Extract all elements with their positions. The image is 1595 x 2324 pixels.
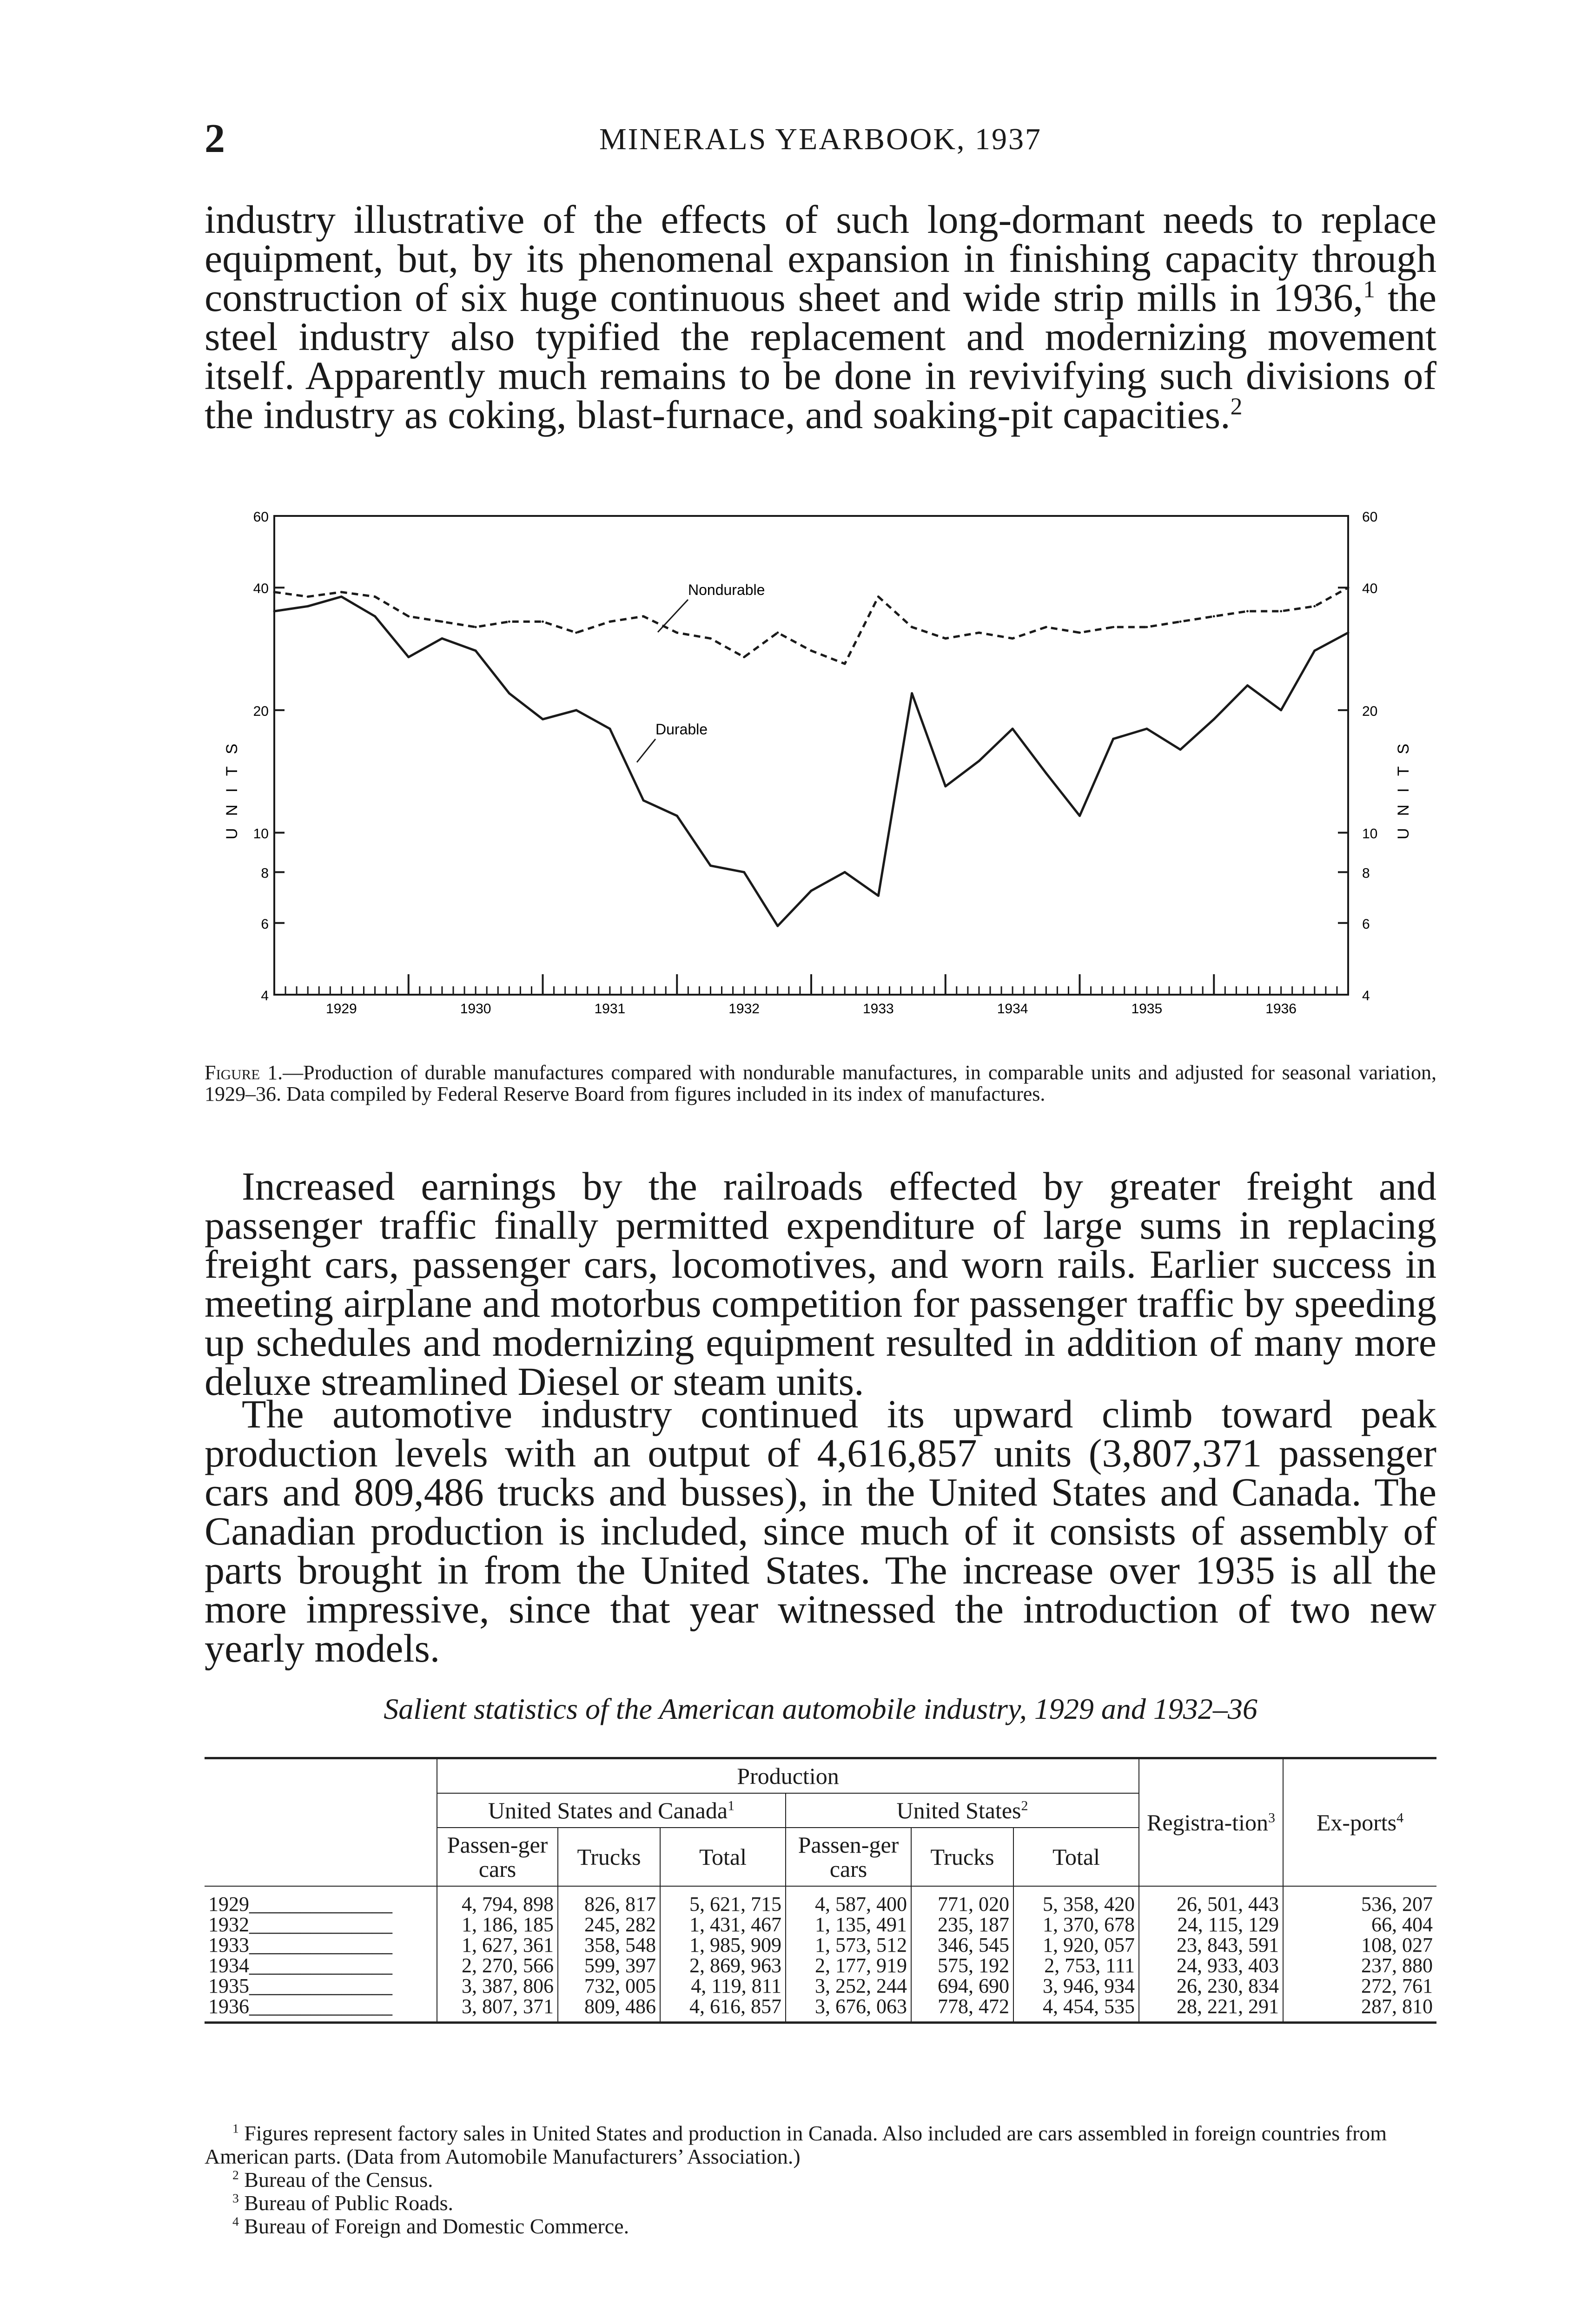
data-point-nondurable xyxy=(810,649,813,652)
exports-header: Ex-ports$^4$ xyxy=(1283,1758,1436,1887)
cell-exports: 287, 810 xyxy=(1283,1996,1436,2023)
figure-caption xyxy=(205,1062,1436,1105)
cell-us-total: 4, 454, 535 xyxy=(1013,1996,1139,2023)
figure-caption-label: Figure 1. xyxy=(205,1061,283,1084)
cell-uc-total: 1, 431, 467 xyxy=(660,1915,786,1935)
data-point-nondurable xyxy=(441,621,443,623)
cell-exports: 536, 207 xyxy=(1283,1886,1436,1915)
data-point-durable xyxy=(1246,684,1249,687)
row-year: 1935______________ xyxy=(205,1976,437,1996)
data-point-durable xyxy=(273,610,276,613)
data-point-durable xyxy=(978,760,980,762)
cell-uc-total: 5, 621, 715 xyxy=(660,1886,786,1915)
cell-us-trucks: 694, 690 xyxy=(911,1976,1013,1996)
cell-us-pass: 2, 177, 919 xyxy=(786,1955,911,1976)
footnote-ref[interactable]: 2 xyxy=(1021,1798,1028,1814)
y-tick-label-left: 20 xyxy=(253,703,269,719)
cell-uc-pass: 3, 387, 806 xyxy=(437,1976,558,1996)
us-header: United States$^2$ xyxy=(786,1793,1139,1828)
data-point-durable xyxy=(676,815,678,817)
col-header-passenger: Passen-ger cars xyxy=(786,1828,911,1886)
data-point-durable xyxy=(407,656,410,658)
x-tick-label: 1932 xyxy=(728,1001,760,1017)
cell-exports: 108, 027 xyxy=(1283,1935,1436,1955)
x-tick-label: 1930 xyxy=(460,1001,491,1017)
cell-uc-trucks: 358, 548 xyxy=(558,1935,660,1955)
annotation-durable-pointer xyxy=(637,739,655,762)
figure-1-chart xyxy=(205,497,1436,1050)
cell-registration: 26, 230, 834 xyxy=(1139,1976,1283,1996)
y-tick-label-right: 10 xyxy=(1362,826,1378,842)
body-paragraph: The automotive industry continued its upward climb toward peak production levels with an output of 4,616,857 units (3,807,371 passenger cars and 809,486 trucks and busses), in the United States and Canada. The Canadian production is included, since much of it consists of assembly of parts brought in from the United States. The increase over 1935 is all the more impressive, since that year witnessed the introduction of two new yearly models. xyxy=(205,1392,1436,1670)
data-point-nondurable xyxy=(475,626,477,628)
data-point-durable xyxy=(1213,718,1215,720)
cell-us-trucks: 235, 187 xyxy=(911,1915,1013,1935)
running-head: MINERALS YEARBOOK, 1937 xyxy=(599,122,1042,156)
registration-header: Registra-tion$^3$ xyxy=(1139,1758,1283,1887)
page-header xyxy=(205,115,1436,166)
data-point-nondurable xyxy=(743,656,745,658)
data-point-nondurable xyxy=(1179,621,1182,623)
data-point-nondurable xyxy=(307,595,309,598)
data-point-nondurable xyxy=(508,621,510,623)
y-tick-label-right: 8 xyxy=(1362,865,1370,881)
footnote-ref[interactable]: 1 xyxy=(1363,276,1375,303)
table-row xyxy=(205,1915,1436,1935)
cell-exports: 66, 404 xyxy=(1283,1915,1436,1935)
footnote-ref[interactable]: 2 xyxy=(1230,393,1243,420)
cell-uc-pass: 1, 627, 361 xyxy=(437,1935,558,1955)
data-point-durable xyxy=(1280,709,1282,711)
data-point-nondurable xyxy=(1112,626,1114,628)
data-point-nondurable xyxy=(340,591,343,593)
data-point-nondurable xyxy=(1145,626,1148,628)
data-point-durable xyxy=(709,865,712,867)
y-tick-label-left: 4 xyxy=(261,988,269,1004)
series-line-durable xyxy=(274,597,1348,926)
table-row xyxy=(205,1935,1436,1955)
data-point-durable xyxy=(1179,748,1182,751)
cell-us-total: 1, 370, 678 xyxy=(1013,1915,1139,1935)
cell-uc-pass: 4, 794, 898 xyxy=(437,1886,558,1915)
y-tick-label-right: 40 xyxy=(1362,581,1378,597)
data-point-nondurable xyxy=(273,591,276,593)
table-footnote: $^4$ Bureau of Foreign and Domestic Commerce. xyxy=(232,2214,629,2238)
row-year: 1934______________ xyxy=(205,1955,437,1976)
data-point-nondurable xyxy=(1079,632,1081,634)
col-header-trucks: Trucks xyxy=(911,1828,1013,1886)
x-tick-label: 1934 xyxy=(997,1001,1028,1017)
cell-uc-total: 4, 119, 811 xyxy=(660,1976,786,1996)
cell-us-trucks: 778, 472 xyxy=(911,1996,1013,2023)
data-point-nondurable xyxy=(978,632,980,634)
footnote-ref[interactable]: 1 xyxy=(728,1798,735,1814)
cell-uc-total: 4, 616, 857 xyxy=(660,1996,786,2023)
data-point-nondurable xyxy=(609,621,611,623)
data-point-nondurable xyxy=(709,637,712,640)
annotation-nondurable: Nondurable xyxy=(688,581,765,598)
y-tick-label-left: 40 xyxy=(253,581,269,597)
data-point-nondurable xyxy=(542,621,544,623)
cell-uc-trucks: 732, 005 xyxy=(558,1976,660,1996)
cell-us-trucks: 575, 192 xyxy=(911,1955,1013,1976)
data-point-durable xyxy=(340,595,343,598)
data-point-durable xyxy=(1079,815,1081,817)
table-footnote: $^1$ Figures represent factory sales in United States and production in Canada. Also included are cars assembled in foreign countries from American parts. (Data from Automobile Manufacturers’ Association.) xyxy=(205,2121,1387,2168)
year-header xyxy=(205,1758,437,1887)
data-point-durable xyxy=(844,871,846,873)
cell-uc-trucks: 809, 486 xyxy=(558,1996,660,2023)
data-point-durable xyxy=(542,718,544,720)
y-tick-label-right: 20 xyxy=(1362,703,1378,719)
data-point-nondurable xyxy=(1213,615,1215,618)
y-tick-label-right: 6 xyxy=(1362,916,1370,932)
y-axis-label-left: UNITS xyxy=(223,732,241,839)
data-point-nondurable xyxy=(1347,587,1350,589)
cell-uc-total: 2, 869, 963 xyxy=(660,1955,786,1976)
cell-uc-trucks: 826, 817 xyxy=(558,1886,660,1915)
col-header-total: Total xyxy=(1013,1828,1139,1886)
data-point-durable xyxy=(374,615,376,618)
data-point-durable xyxy=(911,692,913,694)
data-point-durable xyxy=(743,871,745,873)
data-point-nondurable xyxy=(1012,637,1014,640)
data-point-durable xyxy=(776,925,779,927)
y-tick-label-left: 60 xyxy=(253,509,269,525)
data-point-durable xyxy=(475,649,477,652)
data-point-nondurable xyxy=(676,632,678,634)
data-point-nondurable xyxy=(911,626,913,628)
cell-registration: 26, 501, 443 xyxy=(1139,1886,1283,1915)
annotation-durable: Durable xyxy=(655,721,708,738)
cell-us-trucks: 771, 020 xyxy=(911,1886,1013,1915)
intro-paragraph xyxy=(205,197,1436,437)
y-tick-label-right: 4 xyxy=(1362,988,1370,1004)
y-tick-label-left: 6 xyxy=(261,916,269,932)
cell-us-pass: 3, 252, 244 xyxy=(786,1976,911,1996)
cell-exports: 237, 880 xyxy=(1283,1955,1436,1976)
x-tick-label: 1931 xyxy=(594,1001,626,1017)
col-header-passenger: Passen-ger cars xyxy=(437,1828,558,1886)
cell-us-pass: 3, 676, 063 xyxy=(786,1996,911,2023)
table-row xyxy=(205,1886,1436,1915)
cell-us-pass: 1, 573, 512 xyxy=(786,1935,911,1955)
figure-caption-text: —Production of durable manufactures compared with nondurable manufactures, in comparable units and adjusted for seasonal variation, 1929–36. Data compiled by Federal Reserve Board from figures included in its index of manufactures. xyxy=(205,1061,1436,1105)
data-point-durable xyxy=(508,692,510,694)
x-tick-label: 1929 xyxy=(326,1001,357,1017)
row-year: 1936______________ xyxy=(205,1996,437,2023)
annotation-nondurable-pointer xyxy=(658,600,688,632)
cell-us-total: 2, 753, 111 xyxy=(1013,1955,1139,1976)
data-point-durable xyxy=(1045,772,1047,774)
data-point-nondurable xyxy=(407,615,410,618)
cell-registration: 28, 221, 291 xyxy=(1139,1996,1283,2023)
table-row xyxy=(205,1955,1436,1976)
production-header: Production xyxy=(437,1758,1139,1794)
data-point-nondurable xyxy=(642,615,645,618)
table-footnote: $^2$ Bureau of the Census. xyxy=(232,2167,433,2192)
table-title: Salient statistics of the American automobile industry, 1929 and 1932–36 xyxy=(384,1692,1257,1725)
data-point-nondurable xyxy=(877,595,880,598)
y-tick-label-right: 60 xyxy=(1362,509,1378,525)
salient-statistics-table xyxy=(205,1757,1436,2024)
y-tick-label-left: 8 xyxy=(261,865,269,881)
line-chart xyxy=(205,497,1436,1050)
cell-registration: 24, 115, 129 xyxy=(1139,1915,1283,1935)
data-point-durable xyxy=(642,799,645,802)
data-point-durable xyxy=(877,895,880,897)
plot-frame xyxy=(274,516,1348,995)
data-point-durable xyxy=(1145,727,1148,730)
data-point-durable xyxy=(1012,727,1014,730)
footnote-ref[interactable]: 4 xyxy=(1396,1810,1404,1826)
series-line-nondurable xyxy=(274,588,1348,664)
cell-uc-trucks: 599, 397 xyxy=(558,1955,660,1976)
data-point-durable xyxy=(575,709,577,711)
body-paragraph: Increased earnings by the railroads effected by greater freight and passenger traffic finally permitted expenditure of large sums in replacing freight cars, passenger cars, locomotives, and worn rails. Earlier success in meeting airplane and motorbus competition for passenger traffic by speeding up schedules and modernizing equipment resulted in addition of many more deluxe streamlined Diesel or steam units. xyxy=(205,1164,1436,1404)
cell-uc-total: 1, 985, 909 xyxy=(660,1935,786,1955)
table-row xyxy=(205,1996,1436,2023)
data-point-nondurable xyxy=(944,637,946,640)
cell-uc-pass: 2, 270, 566 xyxy=(437,1955,558,1976)
y-axis-label-right: UNITS xyxy=(1395,732,1412,839)
cell-us-total: 3, 946, 934 xyxy=(1013,1976,1139,1996)
table-footnote: $^3$ Bureau of Public Roads. xyxy=(232,2191,454,2215)
data-point-durable xyxy=(1112,738,1114,740)
data-point-nondurable xyxy=(1280,610,1282,613)
y-tick-label-left: 10 xyxy=(253,826,269,842)
cell-us-pass: 1, 135, 491 xyxy=(786,1915,911,1935)
cell-exports: 272, 761 xyxy=(1283,1976,1436,1996)
page-number: 2 xyxy=(205,116,225,161)
row-year: 1932______________ xyxy=(205,1915,437,1935)
row-year: 1933______________ xyxy=(205,1935,437,1955)
data-point-durable xyxy=(944,785,946,787)
footnote-ref[interactable]: 3 xyxy=(1268,1810,1276,1826)
cell-registration: 24, 933, 403 xyxy=(1139,1955,1283,1976)
cell-uc-pass: 3, 807, 371 xyxy=(437,1996,558,2023)
x-tick-label: 1935 xyxy=(1131,1001,1163,1017)
data-point-nondurable xyxy=(1246,610,1249,613)
data-point-nondurable xyxy=(844,663,846,665)
table-footnotes xyxy=(205,2122,1436,2238)
cell-uc-trucks: 245, 282 xyxy=(558,1915,660,1935)
cell-us-trucks: 346, 545 xyxy=(911,1935,1013,1955)
intro-text-b: the steel industry also typified the replacement and modernizing movement itself. Apparently much remains to be done in revivifying such divisions of the industry as coking, blast-furnace, and soaking-pit capacities. xyxy=(205,275,1436,437)
data-point-durable xyxy=(609,727,611,730)
x-tick-label: 1936 xyxy=(1265,1001,1297,1017)
data-point-nondurable xyxy=(374,595,376,598)
data-point-durable xyxy=(1347,632,1350,634)
data-point-nondurable xyxy=(1313,605,1316,607)
cell-us-total: 5, 358, 420 xyxy=(1013,1886,1139,1915)
data-point-nondurable xyxy=(776,632,779,634)
data-point-durable xyxy=(1313,649,1316,652)
intro-text-a: industry illustrative of the effects of such long-dormant needs to replace equipment, but, by its phenomenal expansion in finishing capacity through construction of six huge continuous sheet and wide strip mills in 1936, xyxy=(205,197,1436,320)
table-row xyxy=(205,1976,1436,1996)
data-point-nondurable xyxy=(575,632,577,634)
data-point-durable xyxy=(810,890,813,892)
row-year: 1929______________ xyxy=(205,1886,437,1915)
x-tick-label: 1933 xyxy=(863,1001,894,1017)
cell-us-total: 1, 920, 057 xyxy=(1013,1935,1139,1955)
cell-uc-pass: 1, 186, 185 xyxy=(437,1915,558,1935)
col-header-total: Total xyxy=(660,1828,786,1886)
data-point-nondurable xyxy=(1045,626,1047,628)
data-point-durable xyxy=(441,637,443,640)
cell-us-pass: 4, 587, 400 xyxy=(786,1886,911,1915)
data-point-durable xyxy=(307,605,309,607)
us-canada-header: United States and Canada$^1$ xyxy=(437,1793,786,1828)
cell-registration: 23, 843, 591 xyxy=(1139,1935,1283,1955)
col-header-trucks: Trucks xyxy=(558,1828,660,1886)
